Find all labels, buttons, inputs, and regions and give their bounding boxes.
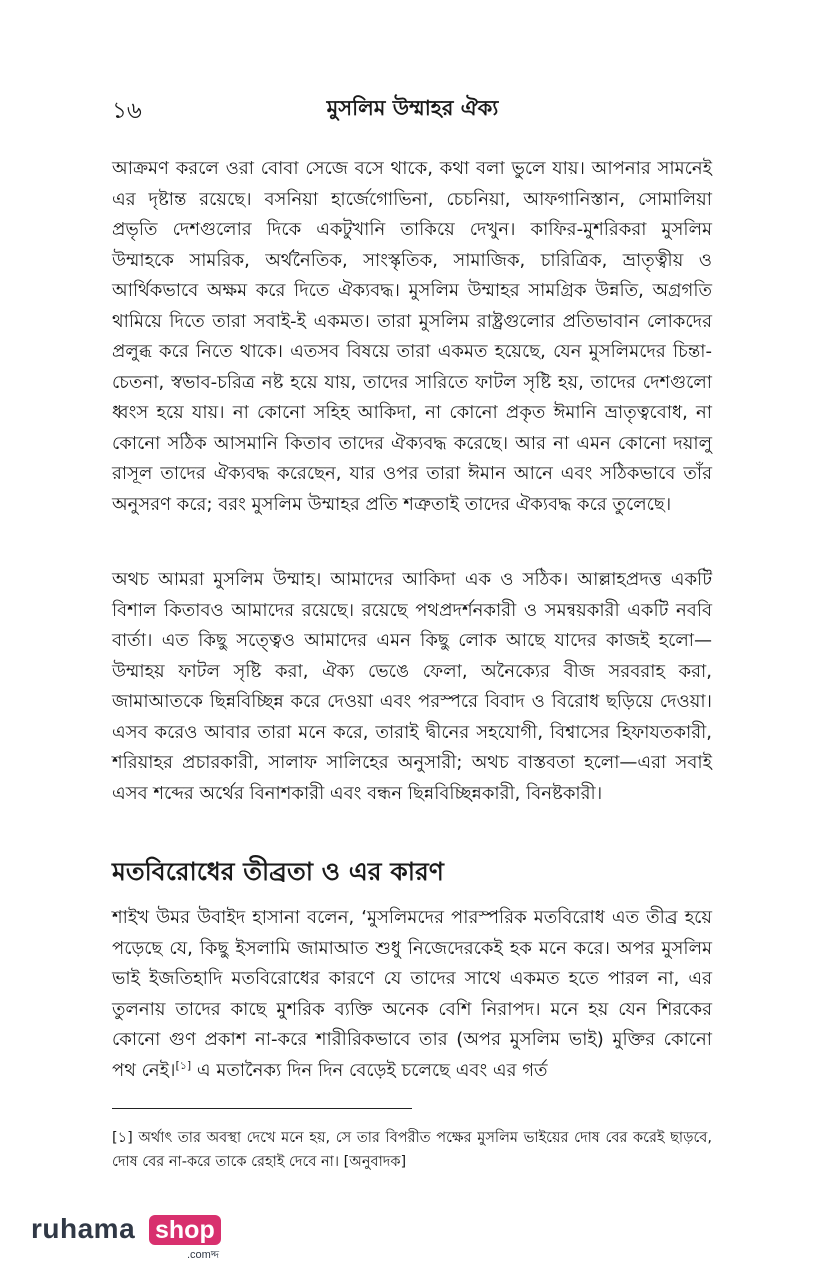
footnote-marker[interactable]: [১]: [175, 1058, 192, 1072]
running-title: মুসলিম উম্মাহর ঐক্য: [326, 96, 499, 120]
body-paragraph: আক্রমণ করলে ওরা বোবা সেজে বসে থাকে, কথা বলা ভুলে যায়। আপনার সামনেই এর দৃষ্টান্ত রয়েছে। বসনিয়া হার্জেগোভিনা, চেচনিয়া, আফগানিস্তান, সোমালিয়া প্রভৃতি দেশগুলোর দিকে একটুখানি তাকিয়ে দেখুন। কাফির-মুশরিকরা মুসলিম উম্মাহকে সামরিক, অর্থনৈতিক, সাংস্কৃতিক, সামাজিক, চারিত্রিক, ভ্রাতৃত্বীয় ও আর্থিকভাবে অক্ষম করে দিতে ঐক্যবদ্ধ। মুসলিম উম্মাহর সামগ্রিক উন্নতি, অগ্রগতি থামিয়ে দিতে তারা সবাই-ই একমত। তারা মুসলিম রাষ্ট্রগুলোর প্রতিভাবান লোকদের প্রলুব্ধ করে নিতে থাকে। এতসব বিষয়ে তারা একমত হয়েছে, যেন মুসলিমদের চিন্তা-চেতনা, স্বভাব-চরিত্র নষ্ট হয়ে যায়, তাদের সারিতে ফাটল সৃষ্টি হয়, তাদের দেশগুলো ধ্বংস হয়ে যায়। না কোনো সহিহ আকিদা, না কোনো প্রকৃত ঈমানি ভ্রাতৃত্ববোধ, না কোনো সঠিক আসমানি কিতাব তাদের ঐক্যবদ্ধ করেছে। আর না এমন কোনো দয়ালু রাসূল তাদের ঐক্যবদ্ধ করেছেন, যার ওপর তারা ঈমান আনে এবং সঠিকভাবে তাঁর অনুসরণ করে; বরং মুসলিম উম্মাহর প্রতি শত্রুতাই তাদের ঐক্যবদ্ধ করে তুলেছে।: [112, 158, 712, 515]
body-paragraph: [112, 903, 712, 1086]
section-heading: মতবিরোধের তীব্রতা ও এর কারণ: [112, 857, 444, 886]
logo-badge: [149, 1215, 221, 1245]
body-paragraph: অথচ আমরা মুসলিম উম্মাহ। আমাদের আকিদা এক ও সঠিক। আল্লাহপ্রদত্ত একটি বিশাল কিতাবও আমাদের রয়েছে। রয়েছে পথপ্রদর্শনকারী ও সমন্বয়কারী একটি নববি বার্তা। এত কিছু সত্ত্বেও আমাদের এমন কিছু লোক আছে যাদের কাজই হলো—উম্মাহয় ফাটল সৃষ্টি করা, ঐক্য ভেঙে ফেলা, অনৈক্যের বীজ সরবরাহ করা, জামাআতকে ছিন্নবিচ্ছিন্ন করে দেওয়া এবং পরস্পরে বিবাদ ও বিরোধ ছড়িয়ে দেওয়া। এসব করেও আবার তারা মনে করে, তারাই দ্বীনের সহযোগী, বিশ্বাসের হিফাযতকারী, শরিয়াহর প্রচারকারী, সালাফ সালিহের অনুসারী; অথচ বাস্তবতা হলো—এরা সবাই এসব শব্দের অর্থের বিনাশকারী এবং বন্ধন ছিন্নবিচ্ছিন্নকারী, বিনষ্টকারী।: [112, 569, 712, 804]
logo-domain: .comদ্দ: [187, 1249, 219, 1261]
paragraph-text-continued: এ মতানৈক্য দিন দিন বেড়েই চলেছে এবং এর গর্ত: [191, 1059, 548, 1081]
logo-text-badge: shop: [155, 1215, 215, 1244]
logo-text-primary: ruhama: [31, 1213, 136, 1244]
footnote: [১] অর্থাৎ তার অবস্থা দেখে মনে হয়, সে তার বিপরীত পক্ষের মুসলিম ভাইয়ের দোষ বের করেই ছাড়বে, দোষ বের না-করে তাকে রেহাই দেবে না। [অনুবাদক]: [112, 1130, 712, 1170]
footnote-divider: [112, 1108, 412, 1109]
paragraph-text: শাইখ উমর উবাইদ হাসানা বলেন, ‘মুসলিমদের পারস্পরিক মতবিরোধ এত তীব্র হয়ে পড়েছে যে, কিছু ইসলামি জামাআত শুধু নিজেদেরকেই হক মনে করে। অপর মুসলিম ভাই ইজতিহাদি মতবিরোধের কারণে যে তাদের সাথে একমত হতে পারল না, এর তুলনায় তাদের কাছে মুশরিক ব্যক্তি অনেক বেশি নিরাপদ। মনে হয় যেন শিরকের কোনো গুণ প্রকাশ না-করে শারীরিকভাবে তার (অপর মুসলিম ভাই) মুক্তির কোনো পথ নেই।: [112, 907, 712, 1081]
page-number: ১৬: [112, 98, 142, 124]
publisher-logo: [31, 1213, 231, 1261]
